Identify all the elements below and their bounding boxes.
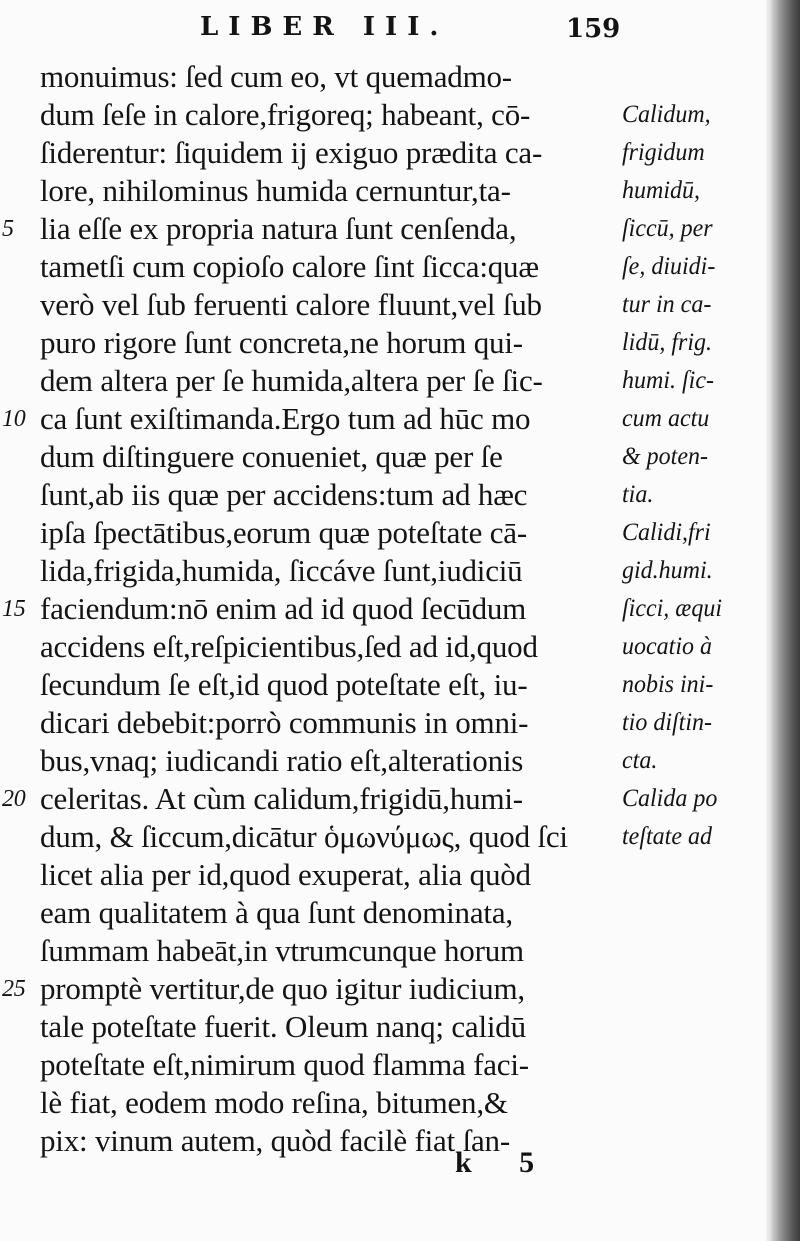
text-line (2, 590, 630, 628)
text-line (40, 134, 630, 172)
margin-note-line: cum actu (622, 405, 710, 432)
line-text: dem altera per ſe humida,altera per ſe ſic- (40, 363, 543, 398)
line-text: eam qualitatem à qua ſunt denominata, (40, 895, 513, 930)
margin-note-line: Calidum, (622, 101, 711, 128)
margin-note-line: cta. (622, 747, 658, 774)
margin-note-line: uocatio à (622, 633, 712, 660)
text-line (40, 818, 630, 856)
text-line (40, 438, 630, 476)
line-number: 15 (2, 596, 26, 622)
line-text: verò vel ſub feruenti calore fluunt,vel ſub (40, 287, 542, 322)
line-text: pix: vinum autem, quòd facilè fiat ſan- (40, 1123, 510, 1158)
margin-note-line: ſicci, æqui (622, 595, 722, 622)
line-number: 10 (2, 406, 26, 432)
margin-note-line: Calida po (622, 785, 718, 812)
text-line (40, 894, 630, 932)
text-line (40, 476, 630, 514)
line-text: ſiderentur: ſiquidem ij exiguo prædita ca- (40, 135, 543, 170)
line-text: ſunt,ab iis quæ per accidens:tum ad hæc (40, 477, 528, 512)
page-header (0, 10, 760, 50)
line-text: ipſa ſpectātibus,eorum quæ poteſtate cā- (40, 515, 527, 550)
line-text: dicari debebit:porrò communis in omni- (40, 705, 529, 740)
line-text: promptè vertitur,de quo igitur iudicium, (40, 971, 525, 1006)
line-text: tale poteſtate fuerit. Oleum nanq; calidū (40, 1009, 526, 1044)
line-text: licet alia per id,quod exuperat, alia quòd (40, 857, 531, 892)
page-number: 159 (566, 14, 621, 44)
text-line (40, 58, 630, 96)
text-line (40, 514, 630, 552)
line-text: lia eſſe ex propria natura ſunt cenſenda, (40, 211, 517, 246)
text-line (40, 362, 630, 400)
line-number: 20 (2, 786, 26, 812)
text-line (2, 210, 630, 248)
text-line (40, 1084, 630, 1122)
line-text: dum, & ſiccum,dicātur ὁμωνύμως, quod ſci (40, 819, 568, 854)
text-line (40, 856, 630, 894)
margin-note-line: gid.humi. (622, 557, 713, 584)
text-line (2, 780, 630, 818)
line-text: tametſi cum copioſo calore ſint ſicca:quæ (40, 249, 539, 284)
margin-note-line: frigidum (622, 139, 705, 166)
running-head: LIBER III. (200, 12, 449, 42)
margin-note-line: tur in ca- (622, 291, 712, 318)
margin-note-line: humi. ſic- (622, 367, 714, 394)
margin-note-line: tia. (622, 481, 654, 508)
text-line (40, 1008, 630, 1046)
margin-note-line: humidū, (622, 177, 700, 204)
margin-note-line: & poten- (622, 443, 708, 470)
margin-note-line: ſiccū, per (622, 215, 713, 242)
text-line (40, 172, 630, 210)
margin-notes (622, 96, 772, 856)
line-text: lore, nihilominus humida cernuntur,ta- (40, 173, 511, 208)
book-binding (772, 0, 800, 1241)
text-line (40, 666, 630, 704)
line-text: dum diſtinguere conueniet, quæ per ſe (40, 439, 503, 474)
text-line (40, 932, 630, 970)
signature-mark: k 5 (455, 1146, 555, 1179)
text-line (40, 286, 630, 324)
line-text: puro rigore ſunt concreta,ne horum qui- (40, 325, 523, 360)
line-number: 25 (2, 976, 26, 1002)
margin-note-line: ſe, diuidi- (622, 253, 716, 280)
line-number: 5 (2, 216, 14, 242)
text-line (40, 552, 630, 590)
text-line (40, 628, 630, 666)
line-text: ſummam habeāt,in vtrumcunque horum (40, 933, 524, 968)
line-text: bus,vnaq; iudicandi ratio eſt,alterationis (40, 743, 524, 778)
margin-note-line: Calidi,fri (622, 519, 711, 546)
text-line (40, 704, 630, 742)
text-line (2, 400, 630, 438)
line-text: celeritas. At cùm calidum,frigidū,humi- (40, 781, 523, 816)
line-text: monuimus: ſed cum eo, vt quemadmo- (40, 59, 512, 94)
main-text (2, 58, 630, 1160)
line-text: poteſtate eſt,nimirum quod flamma faci- (40, 1047, 529, 1082)
line-text: lè fiat, eodem modo reſina, bitumen,& (40, 1085, 508, 1120)
margin-note-line: teſtate ad (622, 823, 712, 850)
line-text: ſecundum ſe eſt,id quod poteſtate eſt, iu- (40, 667, 528, 702)
line-text: dum ſeſe in calore,frigoreq; habeant, cō- (40, 97, 531, 132)
text-line (40, 248, 630, 286)
line-text: ca ſunt exiſtimanda.Ergo tum ad hūc mo (40, 401, 531, 436)
margin-note-line: nobis ini- (622, 671, 714, 698)
line-text: lida,frigida,humida, ſiccáve ſunt,iudiciū (40, 553, 523, 588)
text-line (2, 970, 630, 1008)
margin-note-line: tio diſtin- (622, 709, 712, 736)
text-line (40, 742, 630, 780)
text-line (40, 1046, 630, 1084)
margin-note-line: lidū, frig. (622, 329, 713, 356)
line-text: faciendum:nō enim ad id quod ſecūdum (40, 591, 527, 626)
text-line (40, 96, 630, 134)
line-text: accidens eſt,reſpicientibus,ſed ad id,quod (40, 629, 538, 664)
text-line (40, 324, 630, 362)
